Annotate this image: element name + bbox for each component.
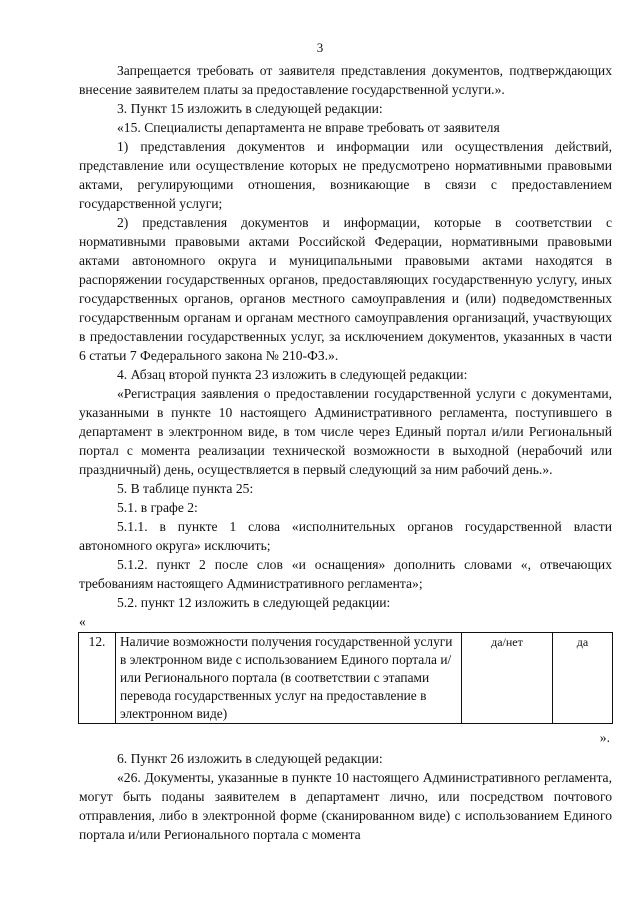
table-cell-text: Наличие возможности получения государственной услуги в электронном виде с использованием Единого портала и/или Регионального портала (в соответствии с этапами перевода государственных услуг на предоставление в электронном виде) <box>116 633 462 724</box>
paragraph: «26. Документы, указанные в пункте 10 настоящего Административного регламента, могут быть поданы заявителем в департамент лично, или посредством почтового отправления, либо в электронной форме (сканированном виде) с использованием Единого портала и/или Регионального портала с момента <box>79 770 612 842</box>
amendment-table <box>78 632 613 724</box>
paragraph: «15. Специалисты департамента не вправе требовать от заявителя <box>117 120 500 135</box>
paragraph: 2) представления документов и информации, которые в соответствии с нормативными правовыми актами Российской Федерации, нормативными правовыми актами автономного округа и муниципальными правовыми актами находятся в распоряжении государственных органов, предоставляющих государственную услугу, иных государственных органов, органов местного самоуправления и (или) подведомственных государственным органам и органам местного самоуправления организаций, участвующих в предоставлении государственных услуг, за исключением документов, указанных в части 6 статьи 7 Федерального закона № 210-ФЗ.». <box>79 215 612 363</box>
paragraph: 5.1. в графе 2: <box>117 500 198 515</box>
paragraph: 1) представления документов и информации или осуществления действий, представление или осуществление которых не предусмотрено нормативными правовыми актами, регулирующими отношения, возникающие в связи с предоставлением государственной услуги; <box>79 139 612 211</box>
paragraph: 5. В таблице пункта 25: <box>117 481 254 496</box>
paragraph: 5.1.2. пункт 2 после слов «и оснащения» дополнить словами «, отвечающих требованиям настоящего Административного регламента»; <box>79 557 612 591</box>
table-row <box>79 633 613 724</box>
quote-open-mark: « <box>79 614 86 629</box>
paragraph: 5.2. пункт 12 изложить в следующей редакции: <box>117 595 391 610</box>
paragraphs-before-table <box>79 61 612 612</box>
quote-close-mark: ». <box>599 730 610 745</box>
table-cell-options: да/нет <box>462 633 553 724</box>
table-cell-number: 12. <box>79 633 116 724</box>
paragraphs-after-table <box>79 749 612 844</box>
table-cell-value: да <box>553 633 613 724</box>
page-number: 3 <box>316 40 324 55</box>
paragraph: 4. Абзац второй пункта 23 изложить в следующей редакции: <box>117 367 468 382</box>
paragraph: Запрещается требовать от заявителя представления документов, подтверждающих внесение заявителем платы за предоставление государственной услуги.». <box>79 63 612 97</box>
paragraph: «Регистрация заявления о предоставлении государственной услуги с документами, указанными в пункте 10 настоящего Административного регламента, поступившего в департамент в электронном виде, в том числе через Единый портал и/или Региональный портал с момента реализации технической возможности в выходной (нерабочий или праздничный) день, осуществляется в первый следующий за ним рабочий день.». <box>79 386 612 477</box>
paragraph: 3. Пункт 15 изложить в следующей редакции: <box>117 101 383 116</box>
paragraph: 6. Пункт 26 изложить в следующей редакции: <box>117 751 383 766</box>
document-body <box>79 61 612 844</box>
paragraph: 5.1.1. в пункте 1 слова «исполнительных органов государственной власти автономного округа» исключить; <box>79 519 612 553</box>
